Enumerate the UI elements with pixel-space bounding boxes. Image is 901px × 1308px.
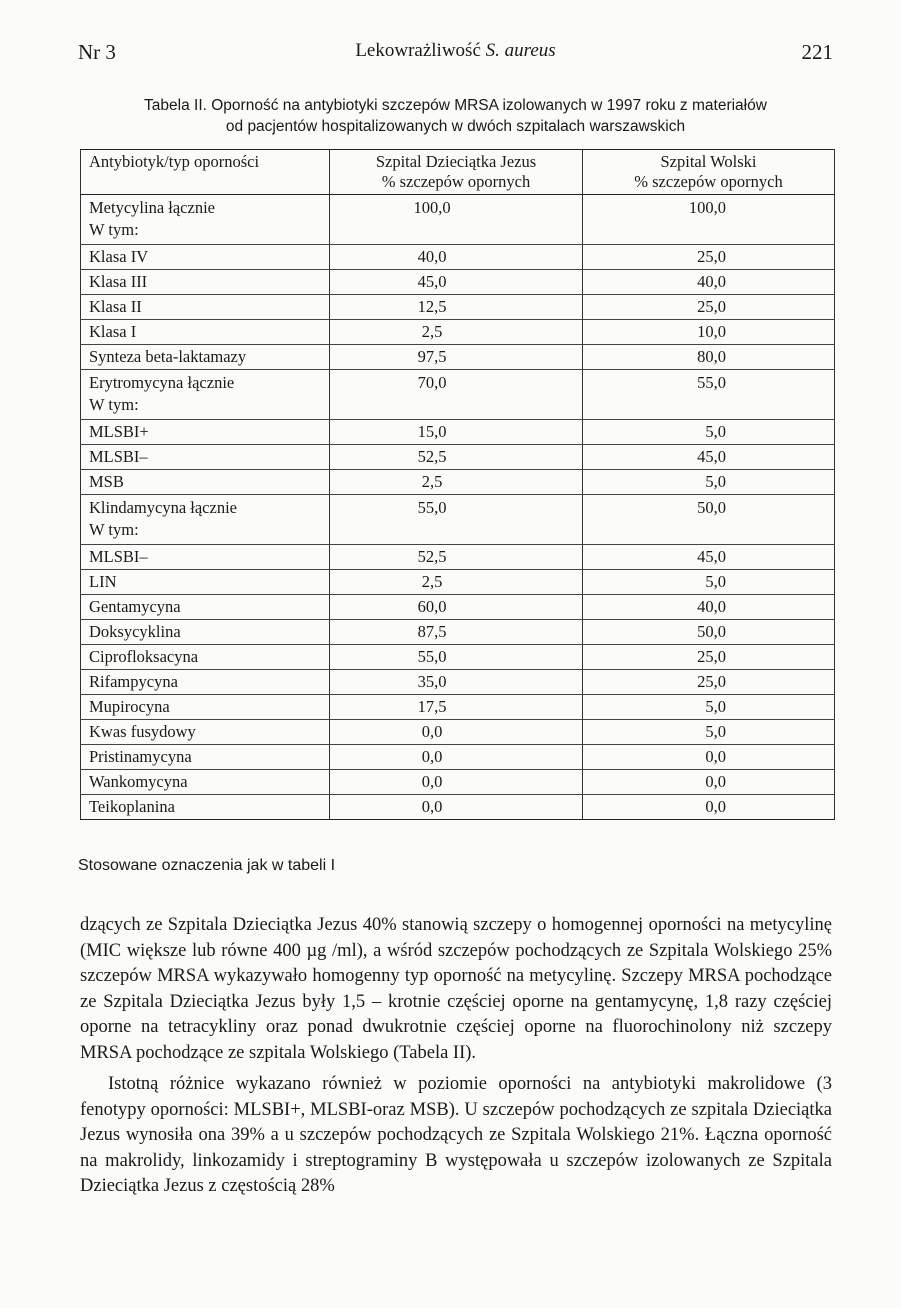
table-row (81, 445, 835, 470)
cell-hospital-2-value: 50,0 (583, 495, 835, 545)
row-label: Ciprofloksacyna (89, 647, 199, 666)
running-title-text: Lekowrażliwość (355, 40, 486, 61)
row-label: Mupirocyna (89, 697, 170, 716)
cell-antibiotic (81, 770, 330, 795)
row-label: Wankomycyna (89, 772, 188, 791)
caption-line-2: od pacjentów hospitalizowanych w dwóch szpitalach warszawskich (225, 118, 686, 135)
cell-hospital-2-value: 5,0 (583, 720, 835, 745)
header-hospital-1-unit: % szczepów opornych (381, 172, 531, 191)
row-label: Gentamycyna (89, 597, 181, 616)
table-row (81, 570, 835, 595)
cell-antibiotic (81, 245, 330, 270)
cell-antibiotic (81, 470, 330, 495)
cell-hospital-1-value: 45,0 (330, 270, 583, 295)
table-row (81, 495, 835, 545)
table-row (81, 270, 835, 295)
cell-hospital-2-value: 0,0 (583, 745, 835, 770)
cell-hospital-1-value: 15,0 (330, 420, 583, 445)
table-row (81, 420, 835, 445)
table-footnote: Stosowane oznaczenia jak w tabeli I (78, 857, 336, 874)
table-row (81, 345, 835, 370)
cell-hospital-1-value: 52,5 (330, 445, 583, 470)
row-label: Klasa IV (89, 247, 149, 266)
row-label: Klindamycyna łącznie (89, 498, 237, 517)
table-row (81, 720, 835, 745)
row-sublabel: W tym: (89, 520, 139, 539)
table-row (81, 470, 835, 495)
cell-hospital-2-value: 25,0 (583, 245, 835, 270)
cell-hospital-1-value: 2,5 (330, 320, 583, 345)
cell-antibiotic (81, 745, 330, 770)
cell-antibiotic (81, 370, 330, 420)
row-label: Pristinamycyna (89, 747, 192, 766)
cell-hospital-2-value: 45,0 (583, 545, 835, 570)
cell-hospital-2-value: 45,0 (583, 445, 835, 470)
cell-antibiotic (81, 795, 330, 820)
cell-hospital-1-value: 0,0 (330, 745, 583, 770)
cell-antibiotic (81, 720, 330, 745)
running-title (78, 40, 833, 62)
table-row (81, 745, 835, 770)
cell-antibiotic (81, 295, 330, 320)
cell-hospital-2-value: 55,0 (583, 370, 835, 420)
table-row (81, 795, 835, 820)
cell-antibiotic (81, 545, 330, 570)
table-row (81, 245, 835, 270)
page-number: 221 (801, 40, 833, 64)
cell-hospital-2-value: 40,0 (583, 595, 835, 620)
cell-hospital-2-value: 5,0 (583, 470, 835, 495)
cell-hospital-1-value: 100,0 (330, 195, 583, 245)
cell-hospital-2-value: 0,0 (583, 795, 835, 820)
table-header-row (81, 150, 835, 195)
table-row (81, 370, 835, 420)
table-row (81, 620, 835, 645)
row-label: Synteza beta-laktamazy (89, 347, 247, 366)
table-row (81, 195, 835, 245)
cell-antibiotic (81, 570, 330, 595)
header-hospital-1-name: Szpital Dzieciątka Jezus (375, 152, 537, 171)
cell-antibiotic (81, 670, 330, 695)
row-sublabel: W tym: (89, 395, 139, 414)
table-row (81, 320, 835, 345)
cell-hospital-2-value: 5,0 (583, 420, 835, 445)
table-row (81, 695, 835, 720)
cell-antibiotic (81, 445, 330, 470)
header-hospital-2-unit: % szczepów opornych (634, 172, 783, 191)
cell-hospital-2-value: 100,0 (583, 195, 835, 245)
cell-antibiotic (81, 320, 330, 345)
header-hospital-2 (583, 150, 835, 195)
table-row (81, 770, 835, 795)
row-label: Kwas fusydowy (89, 722, 196, 741)
paragraph-1: dzących ze Szpitala Dzieciątka Jezus 40% stanowią szczepy o homogennej oporności na metycylinę (MIC większe lub równe 400 µg /ml), a wśród szczepów pochodzących ze Szpitala Wolskiego 25% szczepów MRSA wykazywało homogenny typ oporność na metycylinę. Szczepy MRSA pochodzące ze Szpitala Dzieciątka Jezus były 1,5 – krotnie częściej oporne na gentamycynę, 1,8 razy częściej oporne na tetracykliny oraz ponad dwukrotnie częściej oporne na fluorochinolony niż szczepy MRSA pochodzące ze szpitala Wolskiego (Tabela II). (80, 915, 832, 1063)
cell-hospital-1-value: 17,5 (330, 695, 583, 720)
paragraph-2: Istotną różnice wykazano również w poziomie oporności na antybiotyki makrolidowe (3 fenotypy oporności: MLSBI+, MLSBI-oraz MSB). U szczepów pochodzących ze szpitala Dzieciątka Jezus wynosiła ona 39% a u szczepów pochodzących ze Szpitala Wolskiego 21%. Łączna oporność na makrolidy, linkozamidy i streptograminy B występowała u szczepów izolowanych ze Szpitala Dzieciątka Jezus z częstością 28% (80, 1074, 832, 1196)
cell-antibiotic (81, 695, 330, 720)
cell-antibiotic (81, 495, 330, 545)
cell-hospital-2-value: 5,0 (583, 570, 835, 595)
row-label: Teikoplanina (89, 797, 175, 816)
cell-hospital-2-value: 25,0 (583, 670, 835, 695)
cell-antibiotic (81, 195, 330, 245)
caption-line-1: Tabela II. Oporność na antybiotyki szczepów MRSA izolowanych w 1997 roku z materiałów (144, 97, 767, 114)
cell-hospital-1-value: 0,0 (330, 795, 583, 820)
table-row (81, 670, 835, 695)
cell-hospital-2-value: 25,0 (583, 645, 835, 670)
journal-issue: Nr 3 (78, 40, 116, 64)
table-row (81, 545, 835, 570)
cell-hospital-2-value: 50,0 (583, 620, 835, 645)
row-label: Klasa III (89, 272, 148, 291)
cell-hospital-1-value: 60,0 (330, 595, 583, 620)
cell-hospital-2-value: 80,0 (583, 345, 835, 370)
running-title-species: S. aureus (485, 40, 556, 61)
body-text (80, 913, 832, 1206)
header-hospital-1 (330, 150, 583, 195)
cell-hospital-2-value: 0,0 (583, 770, 835, 795)
row-label: MLSBI+ (89, 422, 149, 441)
cell-hospital-1-value: 2,5 (330, 570, 583, 595)
row-label: MLSBI– (89, 447, 148, 466)
cell-hospital-1-value: 97,5 (330, 345, 583, 370)
cell-antibiotic (81, 645, 330, 670)
cell-hospital-1-value: 70,0 (330, 370, 583, 420)
cell-antibiotic (81, 595, 330, 620)
header-hospital-2-name: Szpital Wolski (660, 152, 757, 171)
cell-antibiotic (81, 270, 330, 295)
cell-hospital-1-value: 40,0 (330, 245, 583, 270)
cell-hospital-1-value: 87,5 (330, 620, 583, 645)
cell-hospital-2-value: 40,0 (583, 270, 835, 295)
cell-hospital-2-value: 10,0 (583, 320, 835, 345)
table-body (81, 195, 835, 820)
row-label: MSB (89, 472, 124, 491)
table-row (81, 295, 835, 320)
resistance-table (80, 149, 835, 820)
table-caption (78, 95, 833, 137)
row-label: Doksycyklina (89, 622, 181, 641)
row-label: Rifampycyna (89, 672, 178, 691)
row-label: Erytromycyna łącznie (89, 373, 235, 392)
cell-hospital-1-value: 35,0 (330, 670, 583, 695)
cell-hospital-2-value: 25,0 (583, 295, 835, 320)
row-label: LIN (89, 572, 117, 591)
cell-hospital-1-value: 55,0 (330, 495, 583, 545)
cell-antibiotic (81, 345, 330, 370)
cell-hospital-1-value: 12,5 (330, 295, 583, 320)
row-label: Klasa I (89, 322, 137, 341)
cell-hospital-1-value: 0,0 (330, 770, 583, 795)
cell-hospital-1-value: 52,5 (330, 545, 583, 570)
row-label: MLSBI– (89, 547, 148, 566)
cell-hospital-1-value: 55,0 (330, 645, 583, 670)
cell-hospital-1-value: 2,5 (330, 470, 583, 495)
cell-antibiotic (81, 420, 330, 445)
row-label: Metycylina łącznie (89, 198, 215, 217)
header-antibiotic: Antybiotyk/typ oporności (81, 150, 330, 195)
cell-hospital-2-value: 5,0 (583, 695, 835, 720)
row-label: Klasa II (89, 297, 142, 316)
cell-antibiotic (81, 620, 330, 645)
table-row (81, 595, 835, 620)
table-row (81, 645, 835, 670)
row-sublabel: W tym: (89, 220, 139, 239)
cell-hospital-1-value: 0,0 (330, 720, 583, 745)
page-header (78, 40, 833, 70)
